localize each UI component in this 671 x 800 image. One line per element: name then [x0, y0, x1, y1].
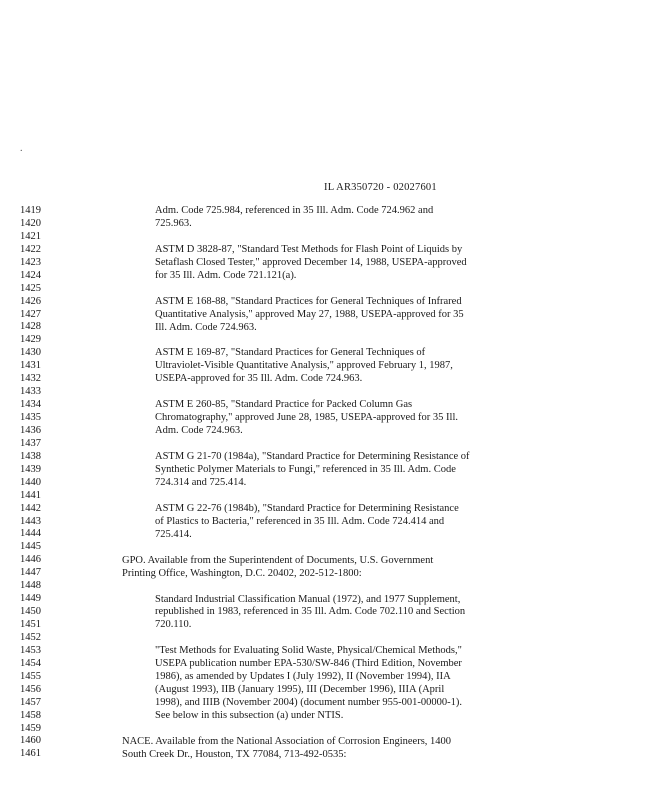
reference-paragraph	[155, 244, 467, 283]
text-line: USEPA publication number EPA-530/SW-846 (Third Edition, November	[155, 658, 462, 670]
line-number: 1429	[20, 334, 41, 346]
line-number: 1441	[20, 489, 41, 501]
text-line: Ultraviolet-Visible Quantitative Analysis," approved February 1, 1987,	[155, 360, 453, 372]
line-number: 1448	[20, 580, 41, 592]
text-line: ASTM D 3828-87, "Standard Test Methods for Flash Point of Liquids by	[155, 243, 463, 255]
line-number: 1460	[20, 735, 41, 747]
text-line: 720.110.	[155, 619, 192, 631]
text-line: Quantitative Analysis," approved May 27, 1988, USEPA-approved for 35	[155, 308, 464, 320]
reference-paragraph	[155, 645, 462, 723]
text-line: Ill. Adm. Code 724.963.	[155, 321, 257, 333]
line-number: 1450	[20, 606, 41, 618]
text-line: See below in this subsection (a) under NTIS.	[155, 710, 344, 722]
line-number: 1447	[20, 567, 41, 579]
reference-paragraph	[155, 594, 465, 633]
line-number: 1454	[20, 657, 41, 669]
line-number: 1437	[20, 437, 41, 449]
text-line: of Plastics to Bacteria," referenced in 35 Ill. Adm. Code 724.414 and	[155, 515, 445, 527]
text-line: Synthetic Polymer Materials to Fungi," referenced in 35 Ill. Adm. Code	[155, 464, 456, 475]
line-number: 1431	[20, 360, 41, 372]
line-number: 1425	[20, 282, 41, 294]
line-number: 1426	[20, 295, 41, 307]
text-line: 725.414.	[155, 528, 192, 540]
reference-paragraph	[155, 503, 459, 542]
line-number: 1434	[20, 399, 41, 411]
line-number: 1435	[20, 412, 41, 423]
text-line: ASTM G 22-76 (1984b), "Standard Practice for Determining Resistance	[155, 502, 459, 514]
reference-paragraph	[155, 296, 464, 335]
text-line: USEPA-approved for 35 Ill. Adm. Code 724.963.	[155, 373, 363, 385]
line-number: 1440	[20, 476, 41, 488]
document-id-header: IL AR350720 - 02027601	[324, 182, 437, 193]
line-number: 1444	[20, 528, 41, 540]
text-line: Adm. Code 725.984, referenced in 35 Ill. Adm. Code 724.962 and	[155, 205, 434, 216]
text-line: Adm. Code 724.963.	[155, 425, 243, 437]
reference-paragraph	[155, 451, 470, 490]
line-number: 1453	[20, 644, 41, 656]
line-number: 1430	[20, 347, 41, 359]
text-line: ASTM G 21-70 (1984a), "Standard Practice for Determining Resistance of	[155, 451, 470, 463]
text-line: ASTM E 169-87, "Standard Practices for General Techniques of	[155, 347, 426, 359]
line-number: 1458	[20, 709, 41, 721]
line-number: 1452	[20, 631, 41, 643]
line-number: 1446	[20, 554, 41, 566]
text-line: Setaflash Closed Tester," approved December 14, 1988, USEPA-approved	[155, 256, 467, 268]
line-number-column	[20, 205, 60, 761]
line-number: 1449	[20, 593, 41, 605]
text-line: ASTM E 168-88, "Standard Practices for General Techniques of Infrared	[155, 295, 462, 307]
text-line: South Creek Dr., Houston, TX 77084, 713-492-0535:	[122, 748, 347, 760]
line-number: 1445	[20, 541, 41, 553]
line-number: 1451	[20, 619, 41, 630]
text-line: 725.963.	[155, 217, 192, 229]
line-number: 1442	[20, 502, 41, 514]
text-line: for 35 Ill. Adm. Code 721.121(a).	[155, 269, 297, 281]
line-number: 1433	[20, 386, 41, 398]
line-number: 1419	[20, 205, 41, 216]
line-number: 1436	[20, 424, 41, 436]
section-paragraph	[122, 736, 451, 762]
page-mark: .	[20, 143, 23, 154]
text-line: (August 1993), IIB (January 1995), III (December 1996), IIIA (April	[155, 684, 445, 696]
text-line: 1986), as amended by Updates I (July 1992), II (November 1994), IIA	[155, 671, 451, 683]
reference-paragraph	[155, 399, 458, 438]
text-line: Chromatography," approved June 28, 1985, USEPA-approved for 35 Ill.	[155, 412, 459, 424]
line-number: 1459	[20, 722, 41, 734]
text-line: Standard Industrial Classification Manual (1972), and 1977 Supplement,	[155, 593, 461, 605]
line-number: 1461	[20, 748, 41, 760]
text-line: Printing Office, Washington, D.C. 20402, 202-512-1800:	[122, 567, 362, 579]
line-number: 1427	[20, 308, 41, 320]
reference-paragraph	[155, 347, 453, 386]
line-number: 1443	[20, 515, 41, 527]
line-number: 1456	[20, 683, 41, 695]
line-number: 1439	[20, 463, 41, 475]
line-number: 1438	[20, 450, 41, 462]
text-line: ASTM E 260-85, "Standard Practice for Packed Column Gas	[155, 399, 413, 411]
line-number: 1424	[20, 269, 41, 281]
text-line: "Test Methods for Evaluating Solid Waste, Physical/Chemical Methods,"	[155, 645, 462, 657]
reference-paragraph	[155, 205, 433, 231]
text-line: 1998), and IIIB (November 2004) (document number 955-001-00000-1).	[155, 697, 463, 709]
text-line: 724.314 and 725.414.	[155, 476, 247, 488]
text-line: NACE. Available from the National Association of Corrosion Engineers, 1400	[122, 735, 452, 747]
line-number: 1428	[20, 321, 41, 333]
line-number: 1422	[20, 243, 41, 255]
section-paragraph	[122, 555, 433, 581]
line-number: 1421	[20, 230, 41, 242]
line-number: 1432	[20, 373, 41, 385]
text-line: republished in 1983, referenced in 35 Ill. Adm. Code 702.110 and Section	[155, 606, 466, 618]
line-number: 1455	[20, 670, 41, 682]
text-line: GPO. Available from the Superintendent of Documents, U.S. Government	[122, 554, 434, 566]
line-number: 1420	[20, 217, 41, 229]
line-number: 1423	[20, 256, 41, 268]
line-number: 1457	[20, 696, 41, 708]
